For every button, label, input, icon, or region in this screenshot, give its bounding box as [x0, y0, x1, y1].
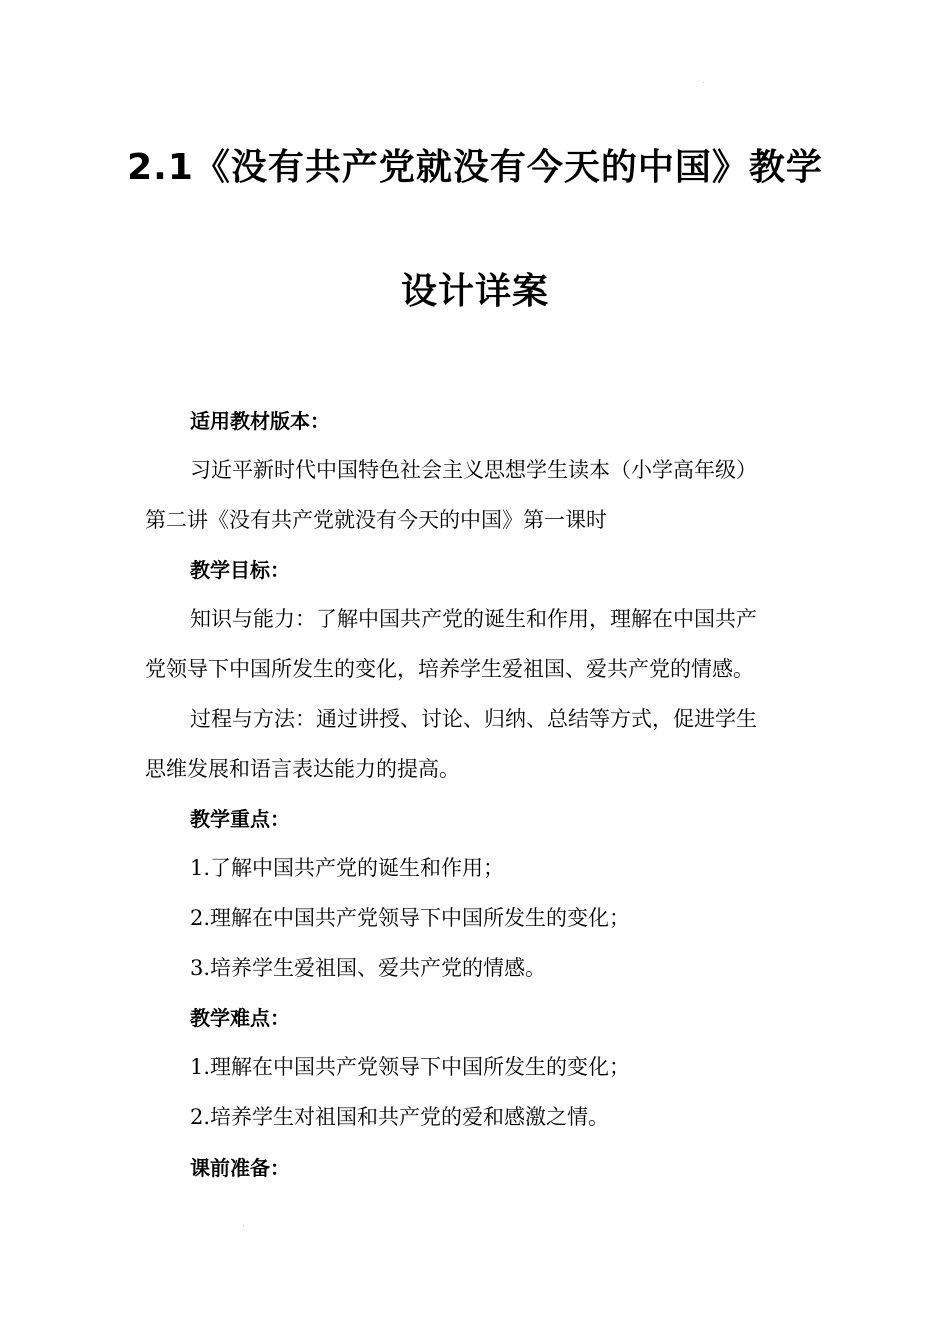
difficulties-heading: 教学难点：	[190, 1006, 290, 1030]
preparation-heading: 课前准备：	[190, 1156, 290, 1180]
difficulty-item: 2.培养学生对祖国和共产党的爱和感激之情。	[190, 1105, 610, 1129]
difficulty-item: 1.理解在中国共产党领导下中国所发生的变化；	[190, 1055, 631, 1079]
objectives-heading: 教学目标：	[190, 558, 290, 582]
key-point-item: 2.理解在中国共产党领导下中国所发生的变化；	[190, 906, 631, 930]
edition-heading: 适用教材版本：	[190, 409, 330, 433]
objectives-process-line-1: 过程与方法：通过讲授、讨论、归纳、总结等方式，促进学生	[190, 707, 757, 731]
key-points-heading: 教学重点：	[190, 807, 290, 831]
scan-speck	[703, 82, 704, 83]
scan-speck	[243, 1225, 244, 1226]
edition-text-line-2: 第二讲《没有共产党就没有今天的中国》第一课时	[145, 508, 607, 532]
key-point-item: 3.培养学生爱祖国、爱共产党的情感。	[190, 956, 547, 980]
objectives-knowledge-line-2: 党领导下中国所发生的变化，培养学生爱祖国、爱共产党的情感。	[145, 657, 754, 681]
key-point-item: 1.了解中国共产党的诞生和作用；	[190, 856, 505, 880]
objectives-knowledge-line-1: 知识与能力：了解中国共产党的诞生和作用，理解在中国共产	[190, 607, 757, 631]
edition-text-line-1: 习近平新时代中国特色社会主义思想学生读本（小学高年级）	[190, 458, 757, 482]
document-title-line-2: 设计详案	[400, 271, 549, 312]
document-title-line-1: 2.1《没有共产党就没有今天的中国》教学	[127, 147, 823, 188]
objectives-process-line-2: 思维发展和语言表达能力的提高。	[145, 757, 460, 781]
